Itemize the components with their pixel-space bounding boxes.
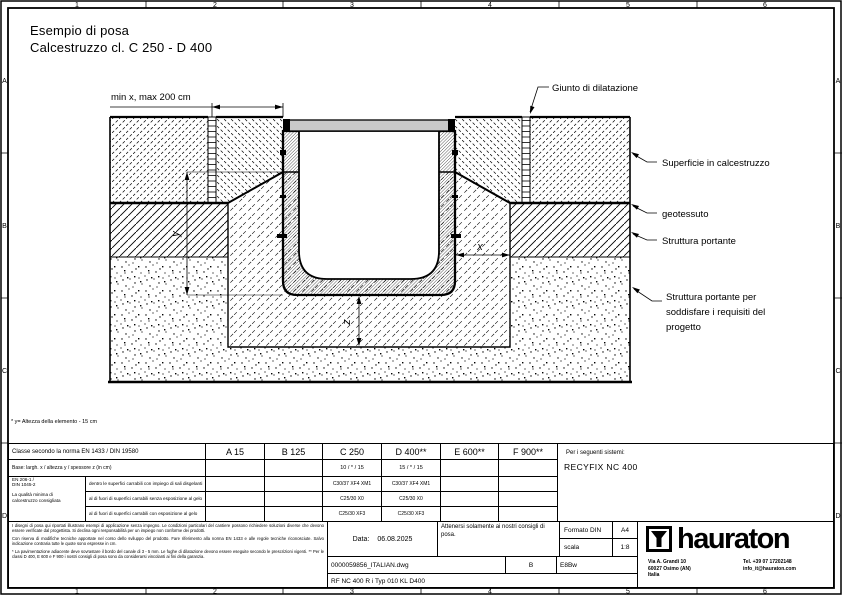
- q1-d400: C30/37 XF4 XM1: [381, 476, 440, 491]
- q3-b: [264, 506, 322, 521]
- date-cell: [327, 521, 437, 556]
- document-number: RF NC 400 R i Typ 010 KL D400: [327, 573, 637, 588]
- base-f900: [498, 459, 557, 476]
- frame-col-label: 5: [626, 2, 630, 9]
- frame-col-label: 1: [75, 588, 79, 595]
- brand-row: [646, 525, 789, 553]
- address-line1: Via A. Grandi 10: [648, 559, 687, 565]
- base-a15: [205, 459, 264, 476]
- address-block: [648, 559, 691, 579]
- q3-f: [498, 506, 557, 521]
- frame-col-label: 3: [350, 588, 354, 595]
- pavement-right: [530, 117, 630, 203]
- disclaimer-cell: [8, 521, 327, 588]
- frame-col-label: 1: [75, 2, 79, 9]
- disclaimer-p3: * La pavimentazione adiacente deve sovrastare il bordo del canale di 3 - 5 mm. Le fughe di dilatazione devono essere eseguite secondo le prescrizioni vigenti. ** Per le classi D 400, E 600 e F 900 i nostri consigli di posa sono da considerarsi vincolanti ai fini della garanzia.: [12, 548, 324, 559]
- q3-d400: C25/30 XF3: [381, 506, 440, 521]
- frame-row-label: A: [2, 78, 7, 85]
- pavement-left: [110, 117, 208, 203]
- standard-cell: [8, 476, 85, 521]
- quality-row1-label: dentro le superfici carrabili con impiego di sali disgelanti: [85, 476, 205, 491]
- channel-cavity: [299, 131, 439, 279]
- disclaimer-p2: Con riserva di modifiche tecniche apportate nel corso dello sviluppo del prodotto. Fare riferimento alla norma EN 1433 e alle regole tecniche riconosciute. Salvo indicazione contraria tutte le quote sono espresse in cm.: [12, 535, 324, 546]
- frame-col-label: 6: [763, 588, 767, 595]
- standard-line4: calcestruzzo consigliata: [12, 497, 61, 503]
- q2-d400: C25/30 X0: [381, 491, 440, 506]
- logo-block: [637, 521, 834, 588]
- frame-row-label: C: [835, 368, 841, 375]
- phone-line: Tel. +39 07 17202148: [743, 559, 792, 565]
- file-name: 0000059856_ITALIAN.dwg: [327, 556, 505, 573]
- frame-col-label: 4: [488, 588, 492, 595]
- label-bearing-structure-2: Struttura portante per: [666, 292, 757, 303]
- frame-row-label: D: [835, 513, 841, 520]
- scale-label: scala: [559, 538, 612, 556]
- standard-line1: EN 206-1 /: [12, 477, 34, 482]
- scale-value: 1:8: [612, 538, 637, 556]
- frame-row-label: B: [2, 223, 7, 230]
- grating: [285, 120, 453, 131]
- frame-col-label: 5: [626, 588, 630, 595]
- address-line2: 60027 Osimo (AN): [648, 565, 691, 572]
- revision: B: [505, 556, 556, 573]
- brand-wordmark: hauraton: [677, 523, 790, 555]
- q2-b: [264, 491, 322, 506]
- drawing-title: [30, 22, 212, 56]
- disclaimer-p1: I disegni di posa qui riportati illustrano esempi di applicazione senza impegno. Le condizioni particolari del cantiere possono richiedere soluzioni diverse che devono essere verificate dal progettista. Si declina ogni responsabilità per un impiego non conforme dei prodotti.: [12, 523, 324, 533]
- dim-y-label: y: [170, 231, 182, 237]
- base-row-label: Base: largh. x / altezza y / spessore z (in cm): [8, 459, 205, 476]
- frame-col-label: 2: [213, 588, 217, 595]
- q3-e: [440, 506, 498, 521]
- hauraton-logo-icon: [646, 526, 672, 552]
- frame-col-label: 6: [763, 2, 767, 9]
- base-c250: 10 / * / 15: [322, 459, 381, 476]
- q2-c250: C25/30 X0: [322, 491, 381, 506]
- format-value: A4: [612, 521, 637, 538]
- col-d400: D 400**: [381, 443, 440, 459]
- q2-a: [205, 491, 264, 506]
- base-b125: [264, 459, 322, 476]
- systems-value: RECYFIX NC 400: [564, 462, 638, 472]
- frame-row-label: A: [835, 78, 841, 85]
- frame-row-label: C: [1, 368, 8, 375]
- standard-line3: La qualità minima di: [12, 492, 53, 498]
- col-a15: A 15: [205, 443, 264, 459]
- author-code: E8Bw: [556, 556, 637, 573]
- address-line3: Italia: [648, 572, 660, 578]
- notice-cell: Attenersi solamente ai nostri consigli di posa.: [437, 521, 559, 556]
- standard-line2: DIN 1045-2: [12, 482, 36, 488]
- grating-end-left: [283, 119, 290, 132]
- q1-f: [498, 476, 557, 491]
- frame-row-label: B: [835, 223, 841, 230]
- date-value: 06.08.2025: [377, 535, 413, 543]
- q2-f: [498, 491, 557, 506]
- title-line-1: Esempio di posa: [30, 23, 130, 38]
- label-concrete-surface: Superficie in calcestruzzo: [662, 158, 770, 169]
- frame-col-label: 4: [488, 2, 492, 9]
- q3-c250: C25/30 XF3: [322, 506, 381, 521]
- dim-z-label: z: [341, 319, 353, 325]
- class-header-label: Classe secondo la norma EN 1433 / DIN 19580: [8, 443, 205, 459]
- label-bearing-structure-2c: progetto: [666, 322, 701, 333]
- col-e600: E 600**: [440, 443, 498, 459]
- date-label: Data:: [352, 535, 370, 543]
- label-expansion-joint: Giunto di dilatazione: [552, 83, 639, 94]
- col-c250: C 250: [322, 443, 381, 459]
- frame-col-label: 3: [350, 2, 354, 9]
- expansion-joint-left: [208, 117, 216, 203]
- label-geotextile: geotessuto: [662, 209, 709, 220]
- frame-row-label: D: [1, 513, 8, 520]
- q1-b: [264, 476, 322, 491]
- channel-section: [277, 119, 461, 295]
- dim-x-label: x: [477, 241, 483, 253]
- footnote: * y= Altezza della elemento - 15 cm: [11, 419, 98, 425]
- contact-block: [743, 559, 796, 572]
- format-label: Formato DIN: [559, 521, 612, 538]
- q3-a: [205, 506, 264, 521]
- email-line: info_it@hauraton.com: [743, 565, 796, 572]
- q2-e: [440, 491, 498, 506]
- quality-row3-label: al di fuori di superfici carrabili con esposizione al gelo: [85, 506, 205, 521]
- q1-e: [440, 476, 498, 491]
- systems-box: [557, 443, 834, 521]
- col-b125: B 125: [264, 443, 322, 459]
- col-f900: F 900**: [498, 443, 557, 459]
- q1-a: [205, 476, 264, 491]
- systems-label: Per i seguenti sistemi:: [566, 450, 625, 456]
- title-line-2: Calcestruzzo cl. C 250 - D 400: [30, 40, 213, 55]
- q1-c250: C30/37 XF4 XM1: [322, 476, 381, 491]
- quality-row2-label: al di fuori di superfici carrabili senza esposizione al gelo: [85, 491, 205, 506]
- label-bearing-structure-2b: soddisfare i requisiti del: [666, 307, 766, 318]
- dim-top-label: min x, max 200 cm: [111, 92, 191, 103]
- base-d400: 15 / * / 15: [381, 459, 440, 476]
- grating-end-right: [448, 119, 455, 132]
- bearing-layer-left: [110, 203, 228, 257]
- frame-col-label: 2: [213, 2, 217, 9]
- expansion-joint-right: [522, 117, 530, 203]
- bearing-layer-right: [510, 203, 630, 257]
- label-bearing-structure: Struttura portante: [662, 236, 736, 247]
- base-e600: [440, 459, 498, 476]
